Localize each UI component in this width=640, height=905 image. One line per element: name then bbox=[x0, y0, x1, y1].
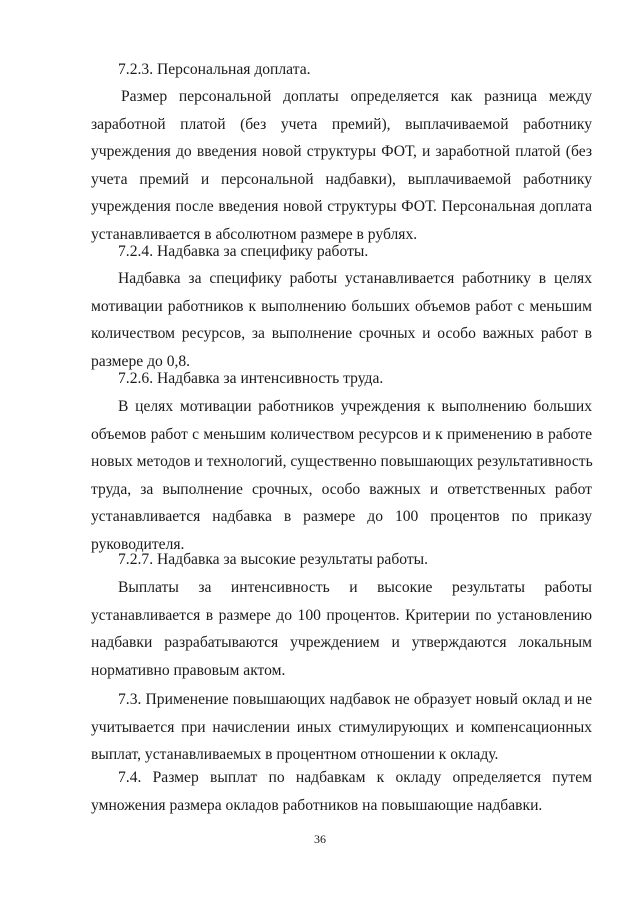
paragraph-personal-allowance bbox=[91, 83, 592, 248]
text-line: устанавливается в абсолютном размере в рублях. bbox=[91, 225, 418, 243]
text-line: руководителя. bbox=[91, 535, 185, 553]
heading-7-2-4 bbox=[118, 238, 592, 266]
text-line: нормативно правовым актом. bbox=[91, 661, 286, 679]
page-number: 36 bbox=[314, 832, 326, 846]
text-line: учета премий и персональной надбавки), выплачиваемой работнику bbox=[91, 170, 592, 188]
paragraph-specific-work-allowance bbox=[91, 265, 592, 375]
paragraph-7-4 bbox=[91, 764, 592, 819]
text-line: устанавливается в размере до 100 процентов. Критерии по установлению bbox=[91, 606, 592, 624]
text-line: устанавливается надбавка в размере до 100 процентов по приказу bbox=[91, 508, 592, 525]
text-line: размере до 0,8. bbox=[91, 352, 191, 370]
text-line: новых методов и технологий, существенно повышающих результативность bbox=[91, 453, 593, 470]
text-line: Надбавка за специфику работы устанавливается работнику в целях bbox=[118, 270, 592, 287]
heading-7-2-7 bbox=[118, 546, 592, 574]
text-line: 7.3. Применение повышающих надбавок не образует новый оклад и не bbox=[118, 691, 592, 708]
text-line: учреждения после введения новой структуры ФОТ. Персональная доплата bbox=[91, 198, 592, 215]
paragraph-intensity-allowance bbox=[91, 393, 592, 558]
text-line: умножения размера окладов работников на повышающие надбавки. bbox=[91, 796, 543, 814]
text-line: заработной платой (без учета премий), выплачиваемой работнику bbox=[91, 115, 592, 133]
text-line: В целях мотивации работников учреждения к выполнению больших bbox=[118, 398, 592, 415]
paragraph-7-3 bbox=[91, 686, 592, 769]
paragraph-high-results-allowance bbox=[91, 574, 592, 684]
text-line: надбавки разрабатываются учреждением и утверждаются локальным bbox=[91, 634, 592, 651]
text-line: Размер персональной доплаты определяется как разница между bbox=[121, 88, 592, 105]
text-line: количеством ресурсов, за выполнение срочных и особо важных работ в bbox=[91, 325, 592, 342]
text-line: 7.2.6. Надбавка за интенсивность труда. bbox=[118, 370, 384, 387]
text-line: 7.2.7. Надбавка за высокие результаты работы. bbox=[118, 551, 429, 568]
text-line: выплат, устанавливаемых в процентном отношении к окладу. bbox=[91, 746, 499, 763]
heading-7-2-6 bbox=[118, 365, 592, 393]
text-line: труда, за выполнение срочных, особо важных и ответственных работ bbox=[91, 480, 592, 498]
text-line: 7.2.4. Надбавка за специфику работы. bbox=[118, 243, 369, 260]
text-line: объемов работ с меньшим количеством ресурсов и к применению в работе bbox=[91, 425, 592, 443]
text-line: мотивации работников к выполнению больших объемов работ с меньшим bbox=[91, 297, 592, 315]
text-line: учреждения до введения новой структуры ФОТ, и заработной платой (без bbox=[91, 143, 592, 160]
text-line: Выплаты за интенсивность и высокие результаты работы bbox=[118, 579, 592, 596]
text-line: учитывается при начислении иных стимулирующих и компенсационных bbox=[91, 718, 592, 736]
text-line: 7.4. Размер выплат по надбавкам к окладу определяется путем bbox=[118, 769, 592, 786]
text-line: 7.2.3. Персональная доплата. bbox=[118, 61, 311, 78]
heading-7-2-3 bbox=[118, 56, 592, 84]
